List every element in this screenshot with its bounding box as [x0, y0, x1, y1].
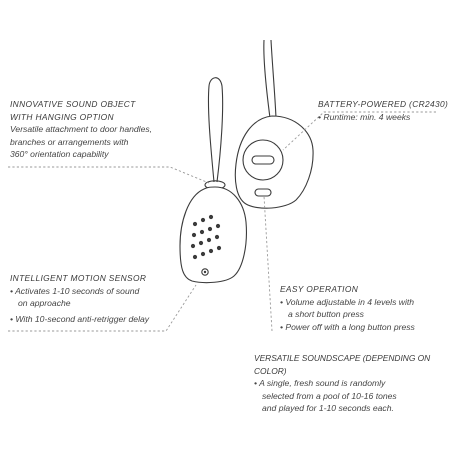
innovative-block: [10, 98, 185, 161]
battery-line-1: • Runtime: min. 4 weeks: [318, 111, 411, 122]
motion-block: [10, 272, 180, 325]
back-body: [235, 116, 313, 208]
easy-line-1: • Volume adjustable in 4 levels with: [280, 296, 415, 307]
easy-title: EASY OPERATION: [280, 284, 359, 294]
easy-line-3: • Power off with a long button press: [280, 321, 415, 332]
soundscape-title: VERSATILE SOUNDSCAPE (DEPENDING ON COLOR): [254, 353, 431, 376]
front-body: [180, 187, 246, 283]
soundscape-line-2: selected from a pool of 10-16 tones: [262, 390, 397, 401]
soundscape-line-1: • A single, fresh sound is randomly: [254, 378, 386, 389]
innovative-line-2: branches or arrangements with: [10, 136, 129, 147]
soundscape-block: [254, 352, 459, 415]
battery-title: BATTERY-POWERED (CR2430): [318, 99, 449, 109]
battery-block: [318, 98, 458, 123]
motion-line-1: • Activates 1-10 seconds of sound: [10, 285, 140, 296]
back-strap: [264, 40, 276, 118]
motion-title: INTELLIGENT MOTION SENSOR: [10, 273, 147, 283]
easy-line-2: a short button press: [288, 309, 364, 320]
front-strap: [208, 78, 222, 182]
innovative-title-1: INNOVATIVE SOUND OBJECT: [10, 99, 136, 109]
innovative-title-2: WITH HANGING OPTION: [10, 111, 114, 122]
motion-line-3: • With 10-second anti-retrigger delay: [10, 313, 150, 324]
motion-line-2: on approache: [18, 298, 71, 309]
innovative-line-3: 360° orientation capability: [10, 149, 109, 160]
innovative-line-1: Versatile attachment to door handles,: [10, 124, 153, 135]
soundscape-line-3: and played for 1-10 seconds each.: [262, 403, 394, 414]
easy-block: [280, 283, 460, 333]
